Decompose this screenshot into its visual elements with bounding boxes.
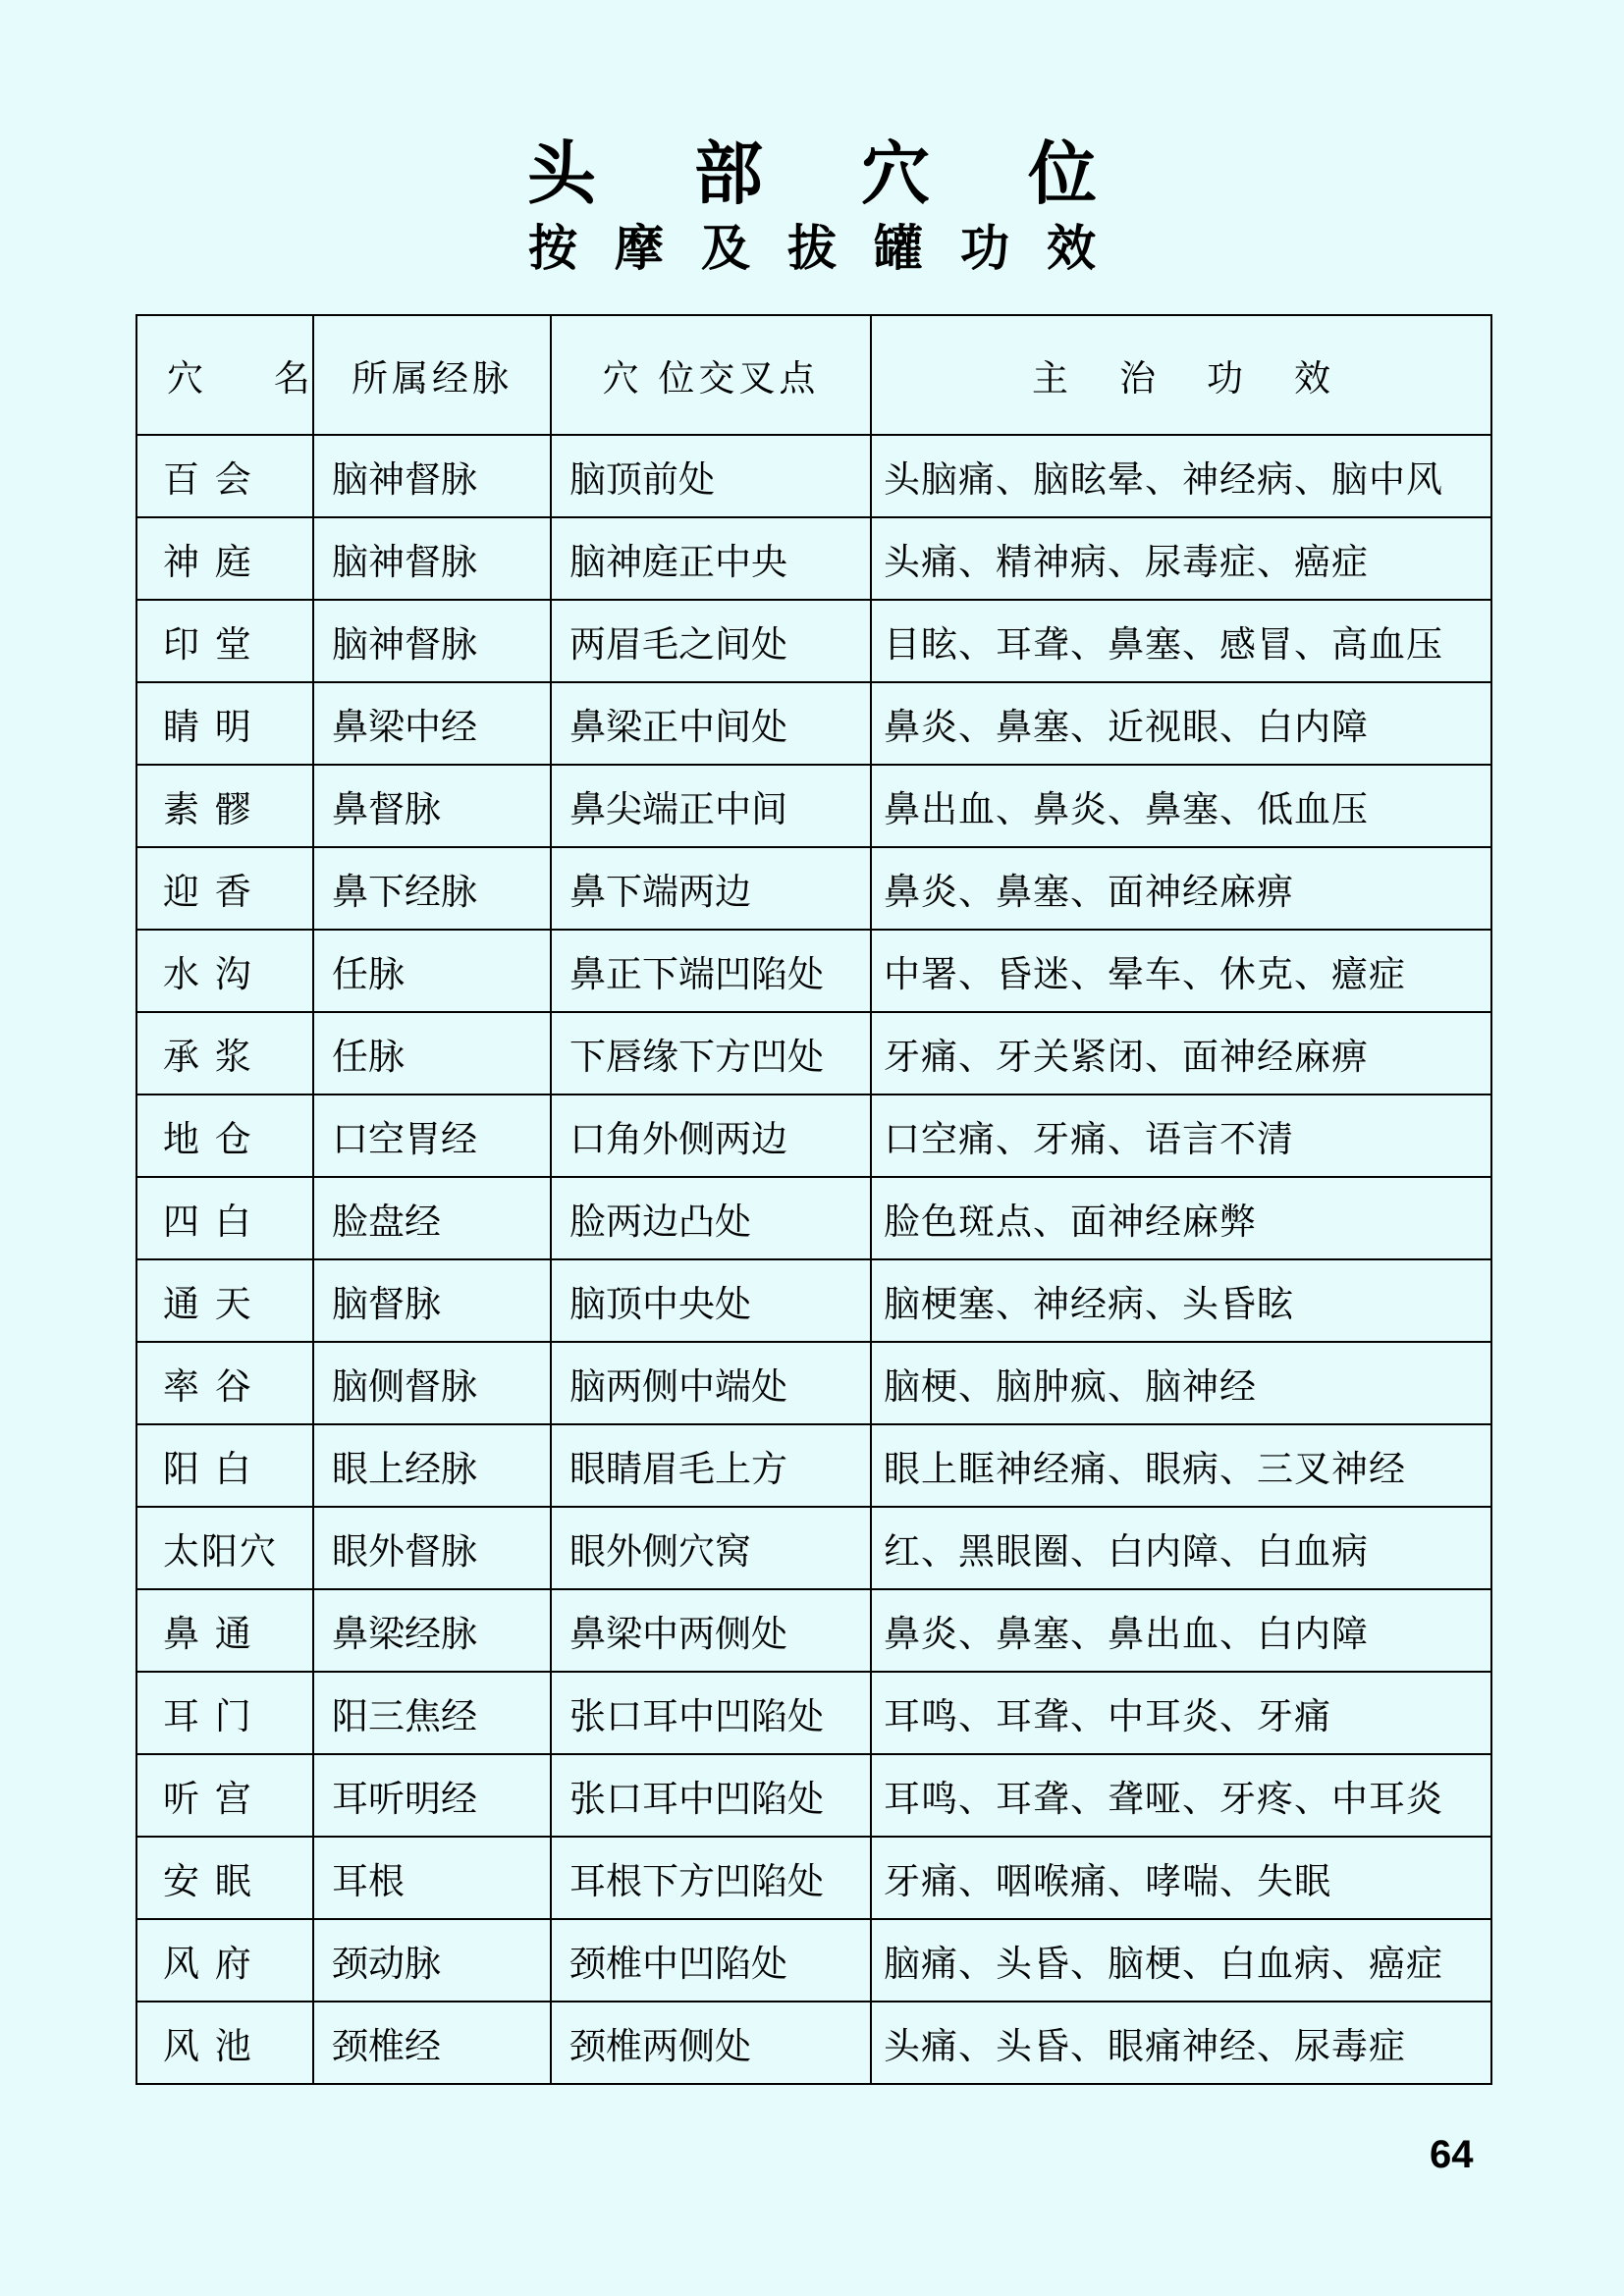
acupoint-name: 耳 门 bbox=[136, 1672, 313, 1754]
location-cell: 脑顶中央处 bbox=[551, 1259, 871, 1342]
effect-cell: 鼻炎、鼻塞、面神经麻痹 bbox=[871, 847, 1491, 930]
location-cell: 两眉毛之间处 bbox=[551, 600, 871, 682]
table-row bbox=[136, 1342, 1491, 1424]
location-cell: 鼻下端两边 bbox=[551, 847, 871, 930]
table-row bbox=[136, 1837, 1491, 1919]
meridian-cell: 脑神督脉 bbox=[313, 435, 551, 517]
meridian-cell: 鼻督脉 bbox=[313, 765, 551, 847]
location-cell: 鼻梁正中间处 bbox=[551, 682, 871, 765]
effect-cell: 头痛、精神病、尿毒症、癌症 bbox=[871, 517, 1491, 600]
location-cell: 脸两边凸处 bbox=[551, 1177, 871, 1259]
acupoint-name: 承 浆 bbox=[136, 1012, 313, 1095]
effect-cell: 耳鸣、耳聋、聋哑、牙疼、中耳炎 bbox=[871, 1754, 1491, 1837]
table-row bbox=[136, 517, 1491, 600]
table-row bbox=[136, 435, 1491, 517]
table-row bbox=[136, 847, 1491, 930]
table-row bbox=[136, 1754, 1491, 1837]
meridian-cell: 阳三焦经 bbox=[313, 1672, 551, 1754]
table-row bbox=[136, 600, 1491, 682]
table-row bbox=[136, 1589, 1491, 1672]
page-subtitle: 按摩及拔罐功效 bbox=[528, 219, 1133, 277]
acupoint-name: 太阳穴 bbox=[136, 1507, 313, 1589]
effect-cell: 鼻炎、鼻塞、近视眼、白内障 bbox=[871, 682, 1491, 765]
page-title: 头部穴位 bbox=[527, 133, 1195, 214]
location-cell: 眼睛眉毛上方 bbox=[551, 1424, 871, 1507]
location-cell: 鼻梁中两侧处 bbox=[551, 1589, 871, 1672]
meridian-cell: 眼上经脉 bbox=[313, 1424, 551, 1507]
table-row bbox=[136, 1095, 1491, 1177]
acupoint-name: 百 会 bbox=[136, 435, 313, 517]
location-cell: 脑两侧中端处 bbox=[551, 1342, 871, 1424]
acupoint-name: 安 眠 bbox=[136, 1837, 313, 1919]
table-row bbox=[136, 765, 1491, 847]
table-row bbox=[136, 1177, 1491, 1259]
location-cell: 颈椎中凹陷处 bbox=[551, 1919, 871, 2002]
meridian-cell: 任脉 bbox=[313, 1012, 551, 1095]
location-cell: 鼻正下端凹陷处 bbox=[551, 930, 871, 1012]
meridian-cell: 脑侧督脉 bbox=[313, 1342, 551, 1424]
meridian-cell: 口空胃经 bbox=[313, 1095, 551, 1177]
location-cell: 耳根下方凹陷处 bbox=[551, 1837, 871, 1919]
location-cell: 张口耳中凹陷处 bbox=[551, 1754, 871, 1837]
effect-cell: 头痛、头昏、眼痛神经、尿毒症 bbox=[871, 2002, 1491, 2084]
acupoint-name: 风 池 bbox=[136, 2002, 313, 2084]
table-row bbox=[136, 1012, 1491, 1095]
acupoint-name: 风 府 bbox=[136, 1919, 313, 2002]
acupoint-name: 听 宫 bbox=[136, 1754, 313, 1837]
effect-cell: 脸色斑点、面神经麻弊 bbox=[871, 1177, 1491, 1259]
location-cell: 脑顶前处 bbox=[551, 435, 871, 517]
location-cell: 脑神庭正中央 bbox=[551, 517, 871, 600]
table-row bbox=[136, 682, 1491, 765]
acupoint-name: 鼻 通 bbox=[136, 1589, 313, 1672]
meridian-cell: 任脉 bbox=[313, 930, 551, 1012]
column-header-name: 穴 名 bbox=[136, 315, 313, 435]
effect-cell: 中署、昏迷、晕车、休克、癔症 bbox=[871, 930, 1491, 1012]
effect-cell: 鼻炎、鼻塞、鼻出血、白内障 bbox=[871, 1589, 1491, 1672]
table-row bbox=[136, 1919, 1491, 2002]
effect-cell: 脑痛、头昏、脑梗、白血病、癌症 bbox=[871, 1919, 1491, 2002]
meridian-cell: 脑督脉 bbox=[313, 1259, 551, 1342]
meridian-cell: 鼻梁经脉 bbox=[313, 1589, 551, 1672]
meridian-cell: 鼻梁中经 bbox=[313, 682, 551, 765]
column-header-meridian: 所属经脉 bbox=[313, 315, 551, 435]
table-row bbox=[136, 930, 1491, 1012]
acupoint-name: 四 白 bbox=[136, 1177, 313, 1259]
location-cell: 下唇缘下方凹处 bbox=[551, 1012, 871, 1095]
meridian-cell: 眼外督脉 bbox=[313, 1507, 551, 1589]
acupoint-name: 素 髎 bbox=[136, 765, 313, 847]
location-cell: 鼻尖端正中间 bbox=[551, 765, 871, 847]
acupoint-name: 神 庭 bbox=[136, 517, 313, 600]
acupoint-name: 睛 明 bbox=[136, 682, 313, 765]
location-cell: 口角外侧两边 bbox=[551, 1095, 871, 1177]
location-cell: 张口耳中凹陷处 bbox=[551, 1672, 871, 1754]
meridian-cell: 鼻下经脉 bbox=[313, 847, 551, 930]
acupoint-table bbox=[135, 314, 1492, 2085]
effect-cell: 红、黑眼圈、白内障、白血病 bbox=[871, 1507, 1491, 1589]
acupoint-name: 通 天 bbox=[136, 1259, 313, 1342]
page-number: 64 bbox=[1430, 2133, 1474, 2176]
effect-cell: 牙痛、咽喉痛、哮喘、失眠 bbox=[871, 1837, 1491, 1919]
meridian-cell: 脑神督脉 bbox=[313, 600, 551, 682]
effect-cell: 口空痛、牙痛、语言不清 bbox=[871, 1095, 1491, 1177]
effect-cell: 头脑痛、脑眩晕、神经病、脑中风 bbox=[871, 435, 1491, 517]
meridian-cell: 耳根 bbox=[313, 1837, 551, 1919]
effect-cell: 脑梗、脑肿疯、脑神经 bbox=[871, 1342, 1491, 1424]
acupoint-name: 水 沟 bbox=[136, 930, 313, 1012]
acupoint-name: 印 堂 bbox=[136, 600, 313, 682]
effect-cell: 牙痛、牙关紧闭、面神经麻痹 bbox=[871, 1012, 1491, 1095]
table-row bbox=[136, 1424, 1491, 1507]
effect-cell: 脑梗塞、神经病、头昏眩 bbox=[871, 1259, 1491, 1342]
table-row bbox=[136, 1672, 1491, 1754]
location-cell: 颈椎两侧处 bbox=[551, 2002, 871, 2084]
meridian-cell: 脑神督脉 bbox=[313, 517, 551, 600]
location-cell: 眼外侧穴窝 bbox=[551, 1507, 871, 1589]
table-row bbox=[136, 2002, 1491, 2084]
meridian-cell: 耳听明经 bbox=[313, 1754, 551, 1837]
column-header-effect: 主治功效 bbox=[871, 315, 1491, 435]
meridian-cell: 脸盘经 bbox=[313, 1177, 551, 1259]
meridian-cell: 颈动脉 bbox=[313, 1919, 551, 2002]
table-row bbox=[136, 1259, 1491, 1342]
effect-cell: 耳鸣、耳聋、中耳炎、牙痛 bbox=[871, 1672, 1491, 1754]
acupoint-name: 率 谷 bbox=[136, 1342, 313, 1424]
meridian-cell: 颈椎经 bbox=[313, 2002, 551, 2084]
effect-cell: 眼上眶神经痛、眼病、三叉神经 bbox=[871, 1424, 1491, 1507]
table-row bbox=[136, 1507, 1491, 1589]
table-header-row bbox=[136, 315, 1491, 435]
effect-cell: 目眩、耳聋、鼻塞、感冒、高血压 bbox=[871, 600, 1491, 682]
table-body bbox=[136, 435, 1491, 2084]
column-header-location: 穴 位交叉点 bbox=[551, 315, 871, 435]
acupoint-name: 地 仓 bbox=[136, 1095, 313, 1177]
acupoint-name: 迎 香 bbox=[136, 847, 313, 930]
effect-cell: 鼻出血、鼻炎、鼻塞、低血压 bbox=[871, 765, 1491, 847]
acupoint-name: 阳 白 bbox=[136, 1424, 313, 1507]
